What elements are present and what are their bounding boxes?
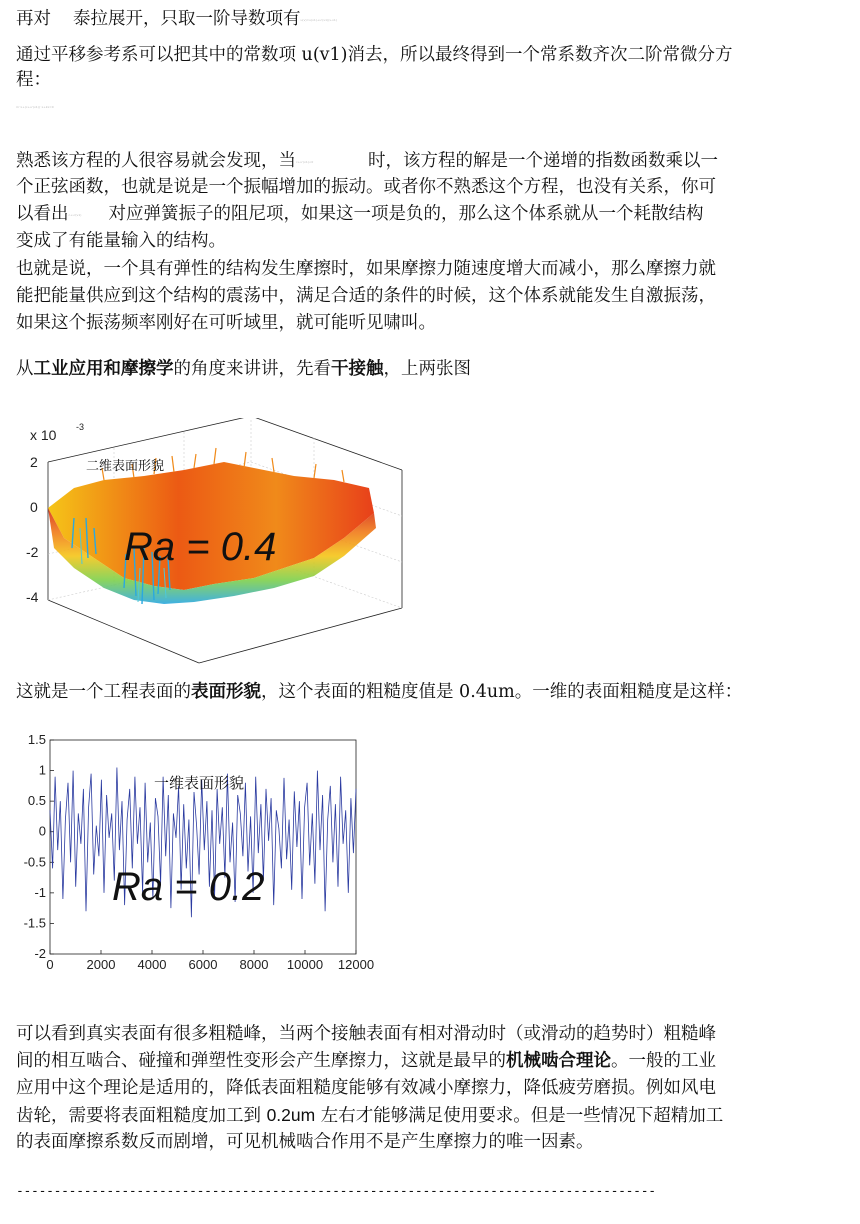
formula-3: c+u'(v1)<0 bbox=[296, 159, 314, 164]
text-p3-l4: 变成了有能量输入的结构。 bbox=[16, 231, 226, 251]
formula-2: m¨x+(c+u'(v1))˙x+kx=0 bbox=[16, 105, 54, 109]
text-p4-l1: 也就是说，一个具有弹性的结构发生摩擦时，如果摩擦力随速度增大而减小，那么摩擦力就 bbox=[16, 259, 716, 279]
y-tick-label: -1 bbox=[34, 884, 46, 900]
text-p7-l4-um: 0.2um bbox=[266, 1105, 316, 1125]
text-p6-a: 这就是一个工程表面的 bbox=[16, 682, 191, 702]
paragraph-selfexcite-line2 bbox=[16, 285, 716, 307]
paragraph-mechanical-line2 bbox=[16, 1050, 716, 1072]
y-tick-label: -2 bbox=[34, 946, 46, 961]
text-p5-a: 从 bbox=[16, 359, 34, 379]
paragraph-selfexcite-line3 bbox=[16, 312, 436, 334]
separator-line: ------------------------------------------------------------------------------------- bbox=[16, 1184, 656, 1199]
x-tick-label: 4000 bbox=[137, 957, 167, 972]
surface-2d-label: 二维表面形貌 bbox=[86, 458, 165, 473]
z-tick-0: 0 bbox=[30, 499, 38, 515]
paragraph-topography bbox=[16, 681, 742, 703]
paragraph-mechanical-line1 bbox=[16, 1023, 716, 1045]
text-p6-c: ，这个表面的粗糙度值是 0.4um。一维的表面粗糙度是这样： bbox=[261, 682, 743, 702]
y-tick-label: 1.5 bbox=[27, 732, 46, 747]
x-tick-label: 12000 bbox=[337, 957, 375, 972]
paragraph-shift-line2 bbox=[16, 69, 51, 91]
text-p7-l2-a: 间的相互啮合、碰撞和弹塑性变形会产生摩擦力，这就是最早的 bbox=[16, 1051, 506, 1071]
text-p2-line1: 通过平移参考系可以把其中的常数项 u(v1)消去，所以最终得到一个常系数齐次二阶常微分方 bbox=[16, 45, 733, 65]
z-tick-neg2: -2 bbox=[26, 544, 39, 560]
x-tick-label: 6000 bbox=[188, 957, 218, 972]
formula-2-line bbox=[16, 96, 54, 118]
text-p5-c: 的角度来讲讲，先看 bbox=[173, 359, 331, 379]
paragraph-mechanical-line5 bbox=[16, 1131, 594, 1153]
y-tick-label: 1 bbox=[38, 762, 46, 778]
paragraph-taylor bbox=[16, 8, 337, 31]
text-p7-l2-c: 。一般的工业 bbox=[611, 1051, 716, 1071]
y-tick-label: 0 bbox=[38, 823, 46, 839]
paragraph-shift-line1 bbox=[16, 44, 733, 66]
y-tick-label: -1.5 bbox=[23, 915, 46, 931]
z-tick-2: 2 bbox=[30, 454, 38, 470]
profile-1d-chart bbox=[14, 730, 380, 978]
text-p3-l3-b: 对应弹簧振子的阻尼项，如果这一项是负的，那么这个体系就从一个耗散结构 bbox=[108, 204, 704, 224]
text-p7-l3: 应用中这个理论是适用的，降低表面粗糙度能够有效减小摩擦力，降低疲劳磨损。例如风电 bbox=[16, 1078, 716, 1098]
paragraph-solution-line3 bbox=[16, 203, 704, 226]
x-tick-label: 8000 bbox=[239, 957, 269, 972]
text-p3-l2: 个正弦函数，也就是说是一个振幅增加的振动。或者你不熟悉这个方程，也没有关系，你可 bbox=[16, 177, 716, 197]
text-p5-bold-dry-contact: 干接触 bbox=[331, 359, 384, 379]
text-p5-e: ，上两张图 bbox=[383, 359, 471, 379]
z-tick-neg4: -4 bbox=[26, 589, 39, 605]
surface-3d-figure bbox=[14, 418, 414, 668]
paragraph-solution-line4 bbox=[16, 230, 226, 252]
formula-4: c+u'(v1) bbox=[68, 212, 82, 217]
text-p3-l1-a: 熟悉该方程的人很容易就会发现，当 bbox=[16, 151, 296, 171]
text-p4-l2: 能把能量供应到这个结构的震荡中，满足合适的条件的时候，这个体系就能发生自激振荡， bbox=[16, 286, 716, 306]
text-p4-l3: 如果这个振荡频率刚好在可听域里，就可能听见啸叫。 bbox=[16, 313, 436, 333]
paragraph-solution-line2 bbox=[16, 176, 716, 198]
formula-1: u(v)=u(v1)+u'(v1)(v-v1) bbox=[300, 17, 337, 22]
paragraph-selfexcite-line1 bbox=[16, 258, 716, 280]
text-p7-l4-c: 左右才能够满足使用要求。但是一些情况下超精加工 bbox=[315, 1106, 724, 1126]
paragraph-intro-figures bbox=[16, 358, 471, 380]
text-p7-l4-a: 齿轮，需要将表面粗糙度加工到 bbox=[16, 1106, 267, 1126]
text-p1-b: 泰拉展开，只取一阶导数项有 bbox=[73, 9, 301, 29]
text-p7-bold-theory: 机械啮合理论 bbox=[506, 1051, 611, 1071]
text-p6-bold-topography: 表面形貌 bbox=[191, 682, 261, 702]
ra-annotation-04: Ra = 0.4 bbox=[124, 525, 277, 569]
text-p2-line2: 程： bbox=[16, 70, 51, 90]
text-p5-bold-industry: 工业应用和摩擦学 bbox=[33, 359, 174, 379]
paragraph-mechanical-line4 bbox=[16, 1104, 723, 1127]
exponent-label: x 10 bbox=[30, 427, 57, 443]
ra-annotation-02: Ra = 0.2 bbox=[112, 865, 265, 909]
plot-frame bbox=[50, 740, 356, 954]
surface-1d-label: 一维表面形貌 bbox=[154, 775, 245, 792]
text-p7-l1: 可以看到真实表面有很多粗糙峰，当两个接触表面有相对滑动时（或滑动的趋势时）粗糙峰 bbox=[16, 1024, 716, 1044]
x-tick-label: 10000 bbox=[286, 957, 324, 972]
x-tick-label: 0 bbox=[46, 957, 54, 972]
y-axis bbox=[24, 732, 54, 961]
text-p3-l1-b: 时，该方程的解是一个递增的指数函数乘以一 bbox=[368, 151, 718, 171]
x-tick-label: 2000 bbox=[86, 957, 116, 972]
y-tick-label: -0.5 bbox=[23, 854, 46, 870]
text-p1-a: 再对 bbox=[16, 9, 51, 29]
text-p3-l3-a: 以看出 bbox=[16, 204, 69, 224]
text-p7-l5: 的表面摩擦系数反而剧增，可见机械啮合作用不是产生摩擦力的唯一因素。 bbox=[16, 1132, 594, 1152]
y-tick-label: 0.5 bbox=[27, 793, 46, 809]
paragraph-mechanical-line3 bbox=[16, 1077, 716, 1099]
exponent-power: -3 bbox=[76, 422, 85, 432]
paragraph-solution-line1 bbox=[16, 150, 718, 173]
